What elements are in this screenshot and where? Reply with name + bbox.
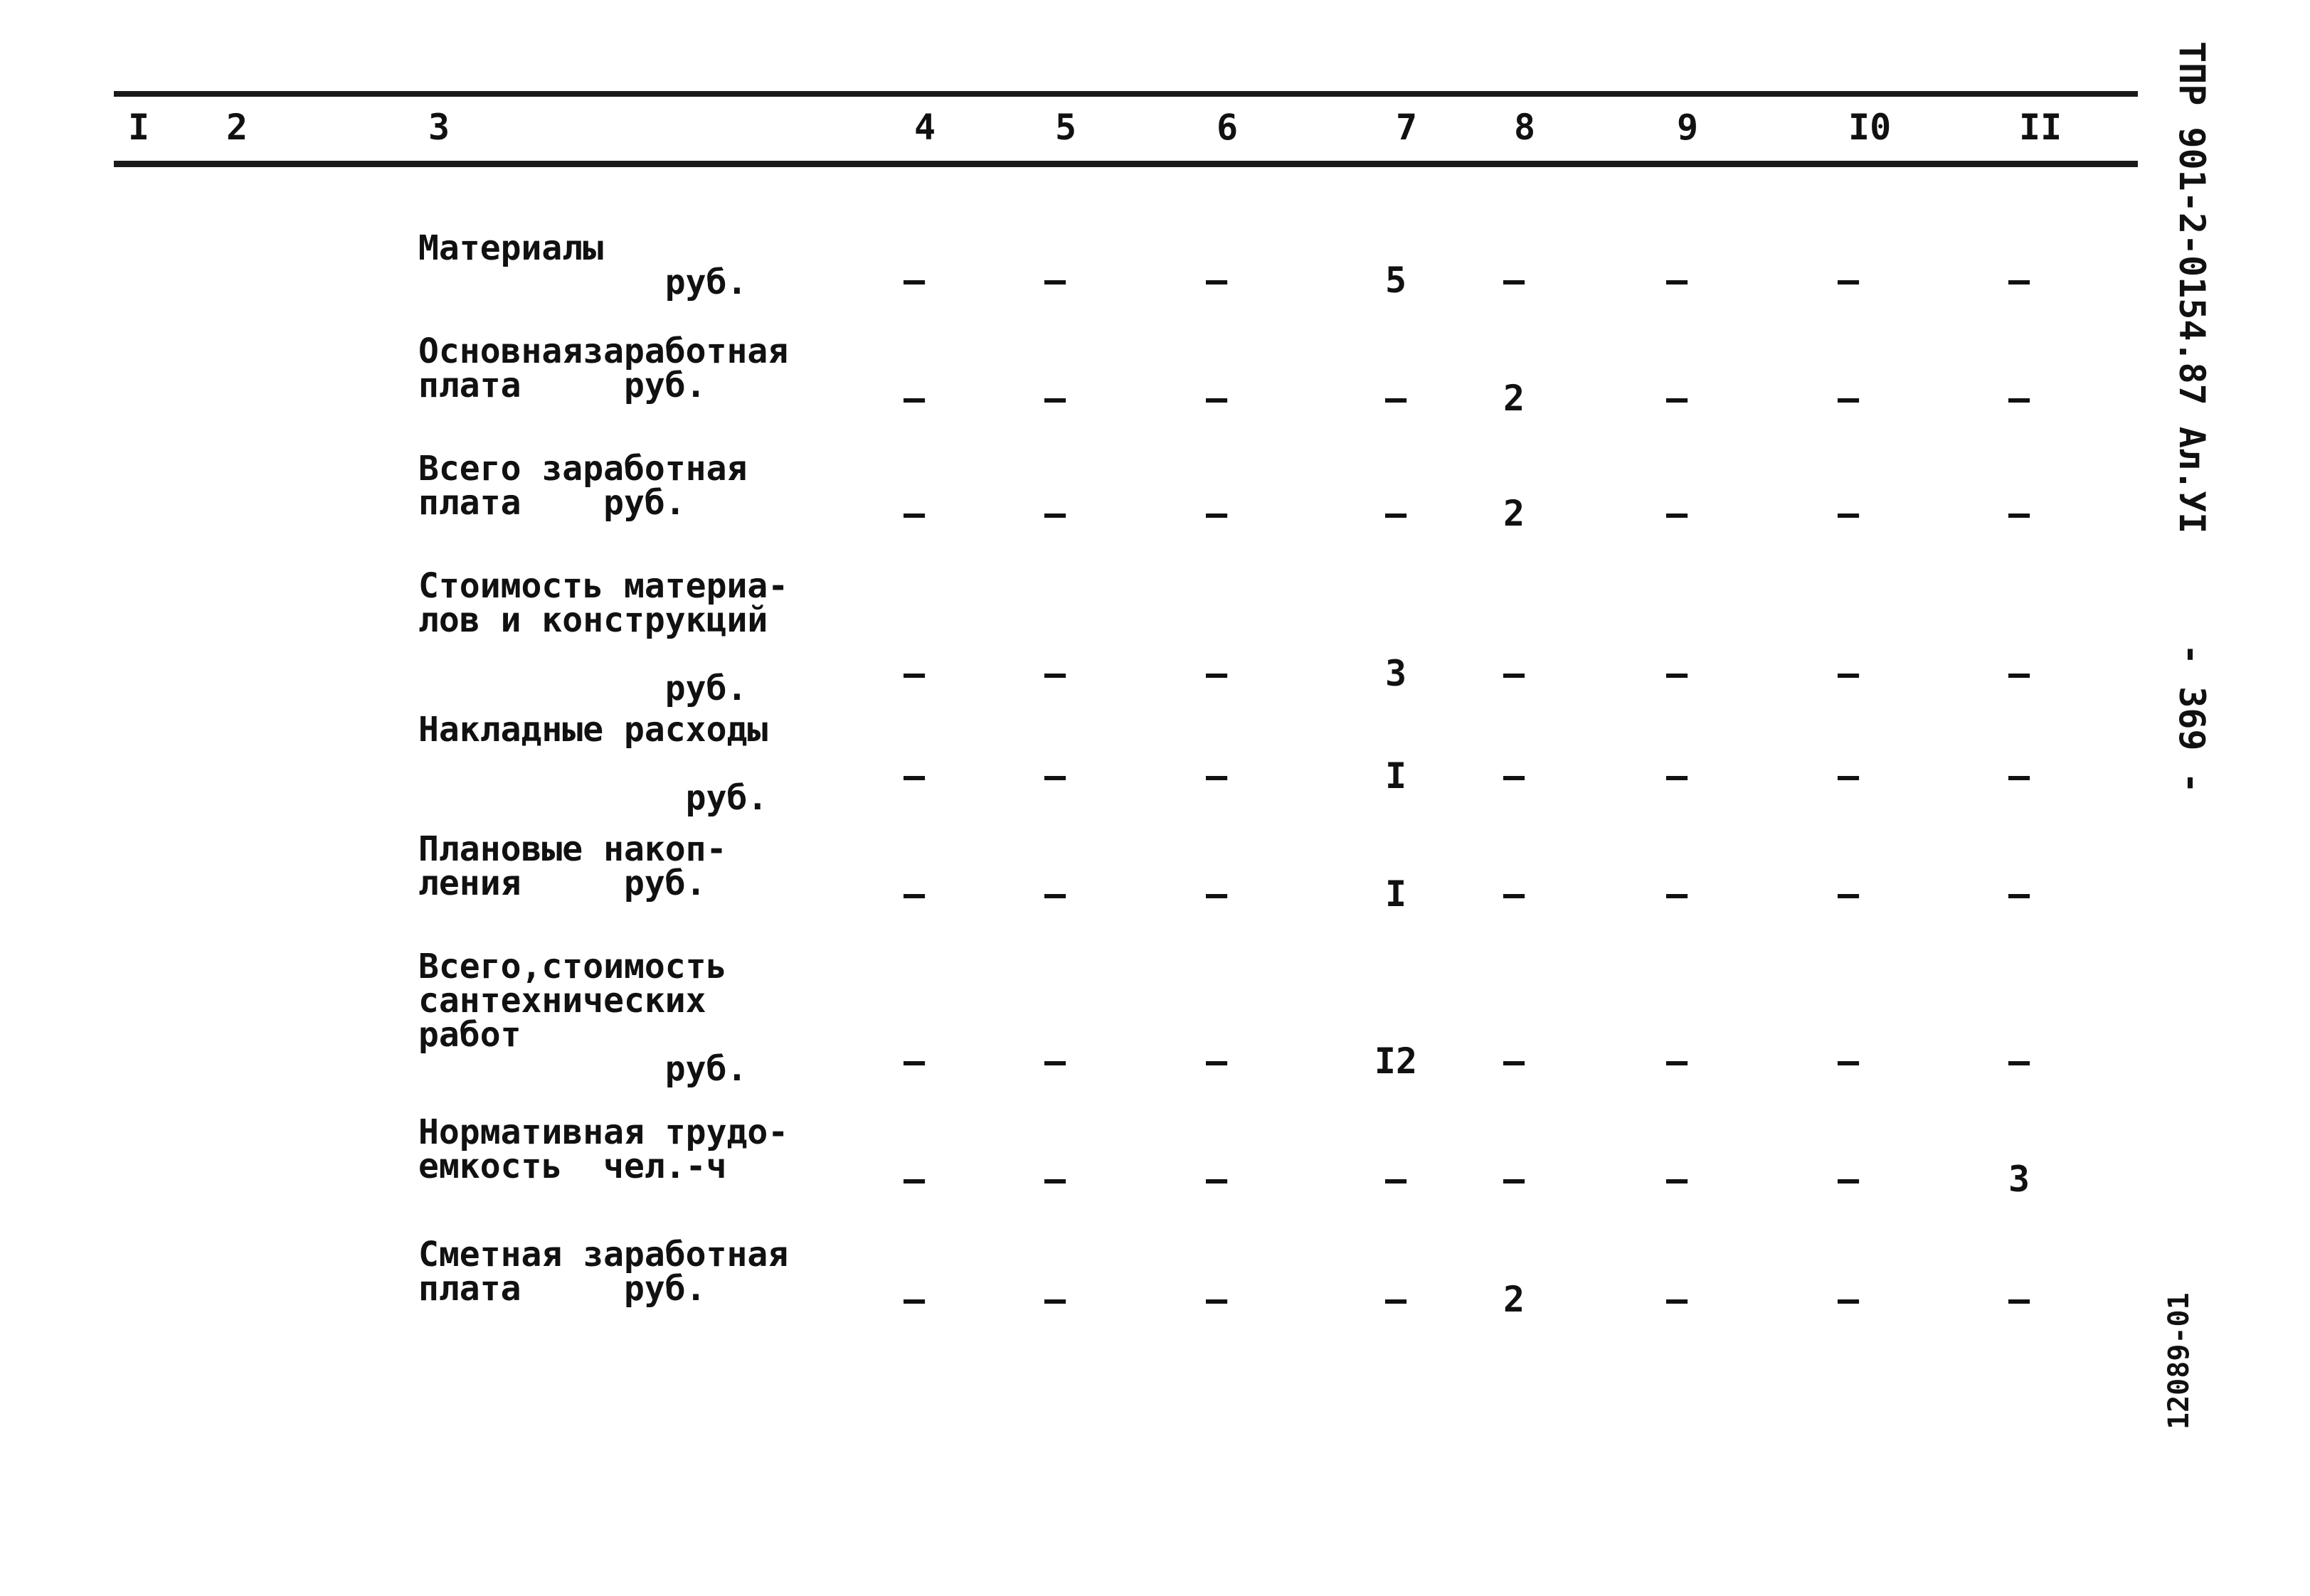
table-cell: – <box>1384 493 1407 534</box>
table-cell: – <box>1837 1159 1860 1200</box>
table-cell: – <box>1503 260 1525 301</box>
table-cell: – <box>1837 378 1860 419</box>
table-cell: 5 <box>1384 260 1407 301</box>
row-label-line: сантехнических <box>418 981 706 1021</box>
table-cell: – <box>1044 653 1066 694</box>
row-label-line: руб. <box>418 1049 748 1089</box>
row-label-line: Накладные расходы <box>418 710 768 750</box>
table-cell: – <box>1665 1041 1688 1082</box>
table-cell: – <box>1837 1279 1860 1320</box>
table-cell: – <box>1665 378 1688 419</box>
table-cell: – <box>903 1041 926 1082</box>
table-cell: – <box>1503 1159 1525 1200</box>
row-label-line: Стоимость материа- <box>418 566 789 606</box>
row-label-line: Материалы <box>418 228 604 268</box>
column-number-11: II <box>2019 107 2062 148</box>
table-cell: 2 <box>1503 1279 1525 1320</box>
header-bottom-rule <box>114 161 2138 167</box>
table-cell: I <box>1384 755 1407 797</box>
table-cell: – <box>1205 1041 1228 1082</box>
document-code: ТПР 901-2-0154.87 Ал.УI <box>2171 41 2213 534</box>
table-cell: – <box>1044 378 1066 419</box>
table-cell: – <box>1503 873 1525 915</box>
row-label-line: руб. <box>418 669 748 708</box>
row-label-line: Всего,стоимость <box>418 947 727 986</box>
table-cell: – <box>1044 1279 1066 1320</box>
column-number-5: 5 <box>1055 107 1077 148</box>
table-cell: – <box>1205 873 1228 915</box>
header-top-rule <box>114 91 2138 97</box>
table-cell: – <box>2008 755 2030 797</box>
table-cell: – <box>1044 260 1066 301</box>
row-label-line: Нормативная трудо- <box>418 1112 789 1152</box>
table-cell: I2 <box>1374 1041 1418 1082</box>
row-label-line: плата руб. <box>418 1269 706 1309</box>
column-number-9: 9 <box>1677 107 1699 148</box>
row-label-line: руб. <box>418 778 768 818</box>
column-number-3: 3 <box>428 107 450 148</box>
table-cell: – <box>1837 873 1860 915</box>
table-cell: – <box>1837 493 1860 534</box>
table-cell: – <box>1837 1041 1860 1082</box>
sheet-code: 12089-01 <box>2163 1292 2195 1430</box>
table-cell: – <box>2008 653 2030 694</box>
table-cell: – <box>1384 1159 1407 1200</box>
table-cell: 2 <box>1503 493 1525 534</box>
column-number-6: 6 <box>1217 107 1239 148</box>
table-cell: – <box>903 755 926 797</box>
table-cell: – <box>1044 493 1066 534</box>
table-cell: – <box>1044 1159 1066 1200</box>
table-cell: – <box>2008 260 2030 301</box>
table-cell: 3 <box>2008 1159 2030 1200</box>
table-cell: – <box>1205 260 1228 301</box>
table-cell: – <box>1503 653 1525 694</box>
column-number-7: 7 <box>1396 107 1418 148</box>
row-label-line: плата руб. <box>418 483 686 523</box>
table-cell: – <box>1665 873 1688 915</box>
table-cell: 2 <box>1503 378 1525 419</box>
table-cell: – <box>1044 1041 1066 1082</box>
table-cell: I <box>1384 873 1407 915</box>
table-cell: – <box>2008 1279 2030 1320</box>
table-cell: – <box>1205 653 1228 694</box>
row-label-line: лов и конструкций <box>418 600 768 640</box>
column-number-10: I0 <box>1848 107 1892 148</box>
table-cell: – <box>2008 378 2030 419</box>
table-cell: – <box>1205 755 1228 797</box>
table-cell: – <box>2008 493 2030 534</box>
table-cell: – <box>903 493 926 534</box>
row-label-line: Основнаязаработная <box>418 331 789 371</box>
column-number-8: 8 <box>1514 107 1536 148</box>
column-number-1: I <box>128 107 150 148</box>
row-label-line: Всего заработная <box>418 449 748 489</box>
row-label-line: плата руб. <box>418 366 706 405</box>
column-number-2: 2 <box>226 107 248 148</box>
row-label-line: ления руб. <box>418 863 706 903</box>
table-cell: – <box>1837 260 1860 301</box>
column-number-4: 4 <box>914 107 936 148</box>
table-cell: – <box>2008 873 2030 915</box>
table-cell: – <box>1503 1041 1525 1082</box>
table-cell: – <box>903 378 926 419</box>
table-cell: – <box>903 260 926 301</box>
table-cell: – <box>1044 755 1066 797</box>
table-cell: – <box>1205 1279 1228 1320</box>
table-cell: – <box>903 653 926 694</box>
table-cell: – <box>903 1159 926 1200</box>
table-cell: – <box>1837 653 1860 694</box>
table-cell: – <box>1665 493 1688 534</box>
table-cell: – <box>1205 1159 1228 1200</box>
table-cell: – <box>1205 378 1228 419</box>
page-number: - 369 - <box>2171 644 2213 794</box>
table-cell: – <box>1665 1159 1688 1200</box>
table-cell: – <box>1503 755 1525 797</box>
table-cell: – <box>1665 1279 1688 1320</box>
table-cell: – <box>1837 755 1860 797</box>
table-cell: – <box>1665 755 1688 797</box>
row-label-line: Плановые накоп- <box>418 829 727 869</box>
table-cell: 3 <box>1384 653 1407 694</box>
table-cell: – <box>2008 1041 2030 1082</box>
table-cell: – <box>903 873 926 915</box>
table-cell: – <box>1665 260 1688 301</box>
table-cell: – <box>1384 378 1407 419</box>
table-cell: – <box>1205 493 1228 534</box>
row-label-line: Сметная заработная <box>418 1235 789 1275</box>
table-cell: – <box>1384 1279 1407 1320</box>
table-cell: – <box>903 1279 926 1320</box>
table-cell: – <box>1044 873 1066 915</box>
row-label-line: руб. <box>418 262 748 302</box>
table-cell: – <box>1665 653 1688 694</box>
row-label-line: емкость чел.-ч <box>418 1147 727 1186</box>
row-label-line: работ <box>418 1015 521 1055</box>
